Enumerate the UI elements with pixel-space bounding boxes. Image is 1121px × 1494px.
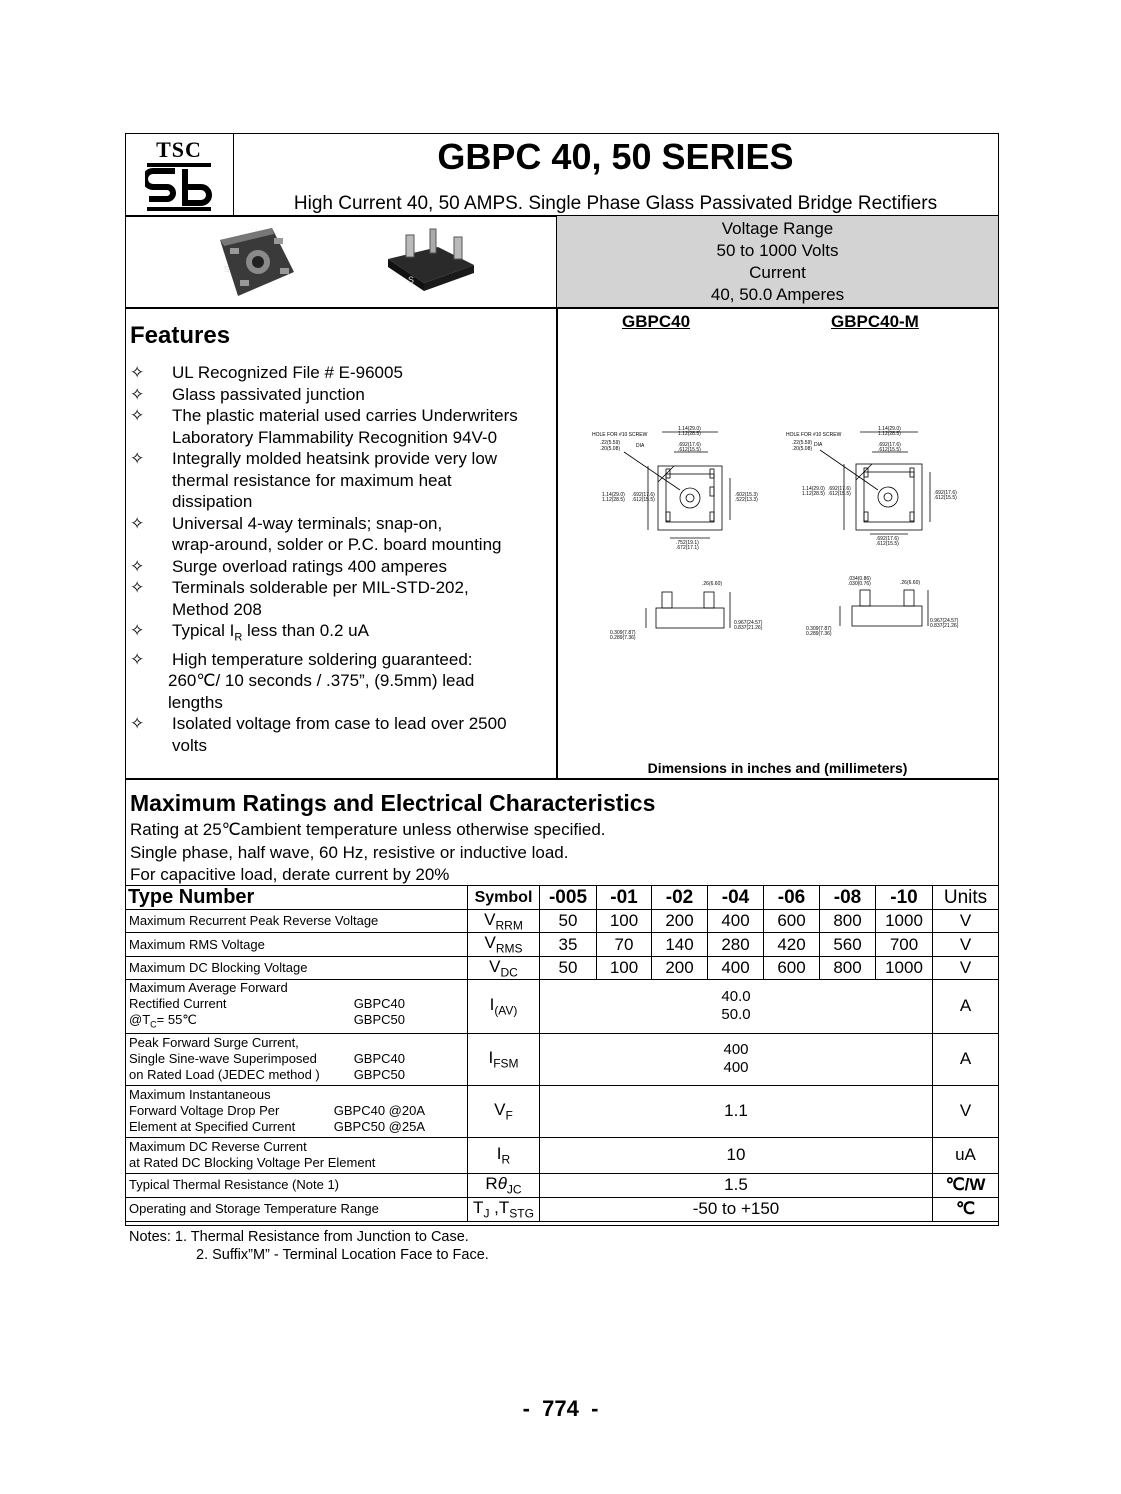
type-header: -02 [652, 886, 708, 910]
svg-text:1.14(29.0): 1.14(29.0) [878, 426, 901, 432]
ratings-table [125, 885, 999, 1222]
svg-text:.692(17.6): .692(17.6) [876, 536, 899, 542]
svg-text:.22(5.59): .22(5.59) [600, 440, 621, 446]
svg-text:0.967(24.57): 0.967(24.57) [930, 618, 959, 624]
table-row: Maximum Recurrent Peak Reverse Voltage $V_{RRM}$ 50 100 200 400 600 800 1000 V [126, 910, 999, 933]
type-header: -04 [708, 886, 764, 910]
star-icon: ✧ [130, 556, 145, 576]
tsc-logo [125, 133, 234, 215]
page-number: - 774 - [522, 1396, 599, 1421]
product-photo-1 [210, 222, 300, 307]
svg-text:.672(17.1): .672(17.1) [676, 545, 699, 551]
svg-text:0.837(21.26): 0.837(21.26) [734, 625, 763, 631]
current-label: Current [749, 263, 806, 282]
features-heading: Features [130, 322, 231, 349]
voltage-range-value: 50 to 1000 Volts [716, 241, 839, 260]
svg-text:.26(6.60): .26(6.60) [900, 580, 921, 586]
star-icon: ✧ [130, 714, 145, 734]
divider [125, 307, 999, 309]
features-list [128, 362, 556, 756]
svg-text:HOLE FOR #10 SCREW: HOLE FOR #10 SCREW [592, 432, 648, 438]
svg-text:0.309(7.87): 0.309(7.87) [610, 630, 636, 636]
dimension-note: Dimensions in inches and (millimeters) [647, 760, 908, 776]
current-value: 40, 50.0 Amperes [710, 285, 845, 304]
table-row: Maximum Average Forward Rectified Current GBPC40 $@T_C=$ 55℃ GBPC50 $I_{(AV)}$ 40.0 50.0 A [126, 980, 999, 1034]
table-row: Maximum DC Reverse Current at Rated DC Blocking Voltage Per Element $I_R$ 10 uA [126, 1137, 999, 1173]
svg-text:0.967(24.57): 0.967(24.57) [734, 620, 763, 626]
symbol-header: Symbol [468, 886, 540, 910]
svg-text:0.289(7.36): 0.289(7.36) [806, 631, 832, 637]
gbpc40-m-outline-drawing [780, 420, 990, 650]
table-header-row [126, 886, 999, 910]
svg-text:.612(15.5): .612(15.5) [876, 541, 899, 547]
table-row: Operating and Storage Temperature Range $T_J$ $,T_{STG}$ -50 to +150 ℃ [126, 1197, 999, 1221]
list-item: ✧ Universal 4-way terminals; snap-on, wrap-around, solder or P.C. board mounting [130, 513, 502, 554]
type-header: -01 [597, 886, 652, 910]
logo-text: TSC [156, 137, 202, 162]
svg-text:HOLE FOR #10 SCREW: HOLE FOR #10 SCREW [786, 432, 842, 438]
star-icon: ✧ [130, 449, 145, 468]
type-header: -10 [876, 886, 933, 910]
svg-text:1.12(28.5): 1.12(28.5) [602, 497, 625, 503]
list-item: ✧ Glass passivated junction [130, 384, 365, 404]
star-icon: ✧ [130, 649, 145, 669]
svg-text:.692(17.6): .692(17.6) [828, 486, 851, 492]
svg-text:.752(19.1): .752(19.1) [676, 540, 699, 546]
ratings-conditions: Rating at 25℃ambient temperature unless otherwise specified. Single phase, half wave, 60 Hz, resistive or inductive load. For capacitive load, derate current by 20% [130, 820, 606, 884]
table-row: Peak Forward Surge Current, Single Sine-wave Superimposed GBPC40 on Rated Load (JEDEC method ) GBPC50 $I_{FSM}$ 400 400 A [126, 1033, 999, 1085]
list-item: ✧ Terminals solderable per MIL-STD-202, Method 208 [130, 578, 469, 619]
table-row: Typical Thermal Resistance (Note 1) $R\theta_{JC}$ 1.5 ℃/W [126, 1173, 999, 1197]
svg-text:.612(15.5): .612(15.5) [934, 495, 957, 501]
list-item: ✧ UL Recognized File # E-96005 [130, 363, 403, 382]
page-title: GBPC 40, 50 SERIES [437, 136, 794, 177]
divider [125, 778, 999, 780]
list-item: ✧ High temperature soldering guaranteed: 260℃/ 10 seconds / .375”, (9.5mm) lead lengths [130, 649, 475, 712]
table-row: Maximum Instantaneous Forward Voltage Drop Per GBPC40 @20A Element at Specified Current GBPC50 @25A $V_F$ 1.1 V [126, 1085, 999, 1137]
list-item: ✧ Surge overload ratings 400 amperes [130, 556, 447, 576]
svg-text:1.14(29.0): 1.14(29.0) [602, 492, 625, 498]
svg-text:.612(15.5): .612(15.5) [678, 447, 701, 453]
type-header: -08 [820, 886, 876, 910]
package-label-gbpc40: GBPC40 [622, 312, 691, 331]
svg-text:1.12(28.5): 1.12(28.5) [678, 431, 701, 437]
package-label-gbpc40-m: GBPC40-M [831, 312, 919, 331]
table-row: Maximum DC Blocking Voltage $V_{DC}$ 50 100 200 400 600 800 1000 V [126, 956, 999, 979]
units-header: Units [933, 886, 999, 910]
svg-text:.692(17.6): .692(17.6) [678, 442, 701, 448]
svg-text:S: S [224, 265, 230, 274]
svg-text:.522(13.3): .522(13.3) [735, 497, 758, 503]
star-icon: ✧ [130, 406, 145, 425]
product-photo-2 [380, 225, 480, 300]
svg-text:1.12(28.5): 1.12(28.5) [802, 491, 825, 497]
svg-text:.034(0.86): .034(0.86) [848, 576, 871, 582]
star-icon: ✧ [130, 621, 145, 640]
star-icon: ✧ [130, 513, 145, 533]
svg-text:.20(5.08): .20(5.08) [600, 446, 621, 452]
svg-text:0.309(7.87): 0.309(7.87) [806, 626, 832, 632]
type-number-header: Type Number [126, 886, 468, 910]
svg-text:.612(15.5): .612(15.5) [632, 497, 655, 503]
svg-text:0.837(21.26): 0.837(21.26) [930, 623, 959, 629]
table-row: Maximum RMS Voltage $V_{RMS}$ 35 70 140 280 420 560 700 V [126, 933, 999, 956]
svg-text:.612(15.5): .612(15.5) [828, 491, 851, 497]
list-item: ✧ Integrally molded heatsink provide very low thermal resistance for maximum heat dissipation [130, 449, 498, 511]
list-item: ✧ Typical $I_R$ less than 0.2 uA [130, 621, 369, 644]
voltage-range-label: Voltage Range [721, 219, 834, 238]
svg-text:.692(17.6): .692(17.6) [934, 490, 957, 496]
type-header: -005 [540, 886, 597, 910]
svg-text:.692(17.6): .692(17.6) [632, 492, 655, 498]
logo-mark-icon [145, 163, 213, 211]
ratings-heading: Maximum Ratings and Electrical Characteristics [130, 790, 656, 816]
page-subtitle: High Current 40, 50 AMPS. Single Phase Glass Passivated Bridge Rectifiers [293, 193, 938, 214]
svg-text:.602(15.3): .602(15.3) [735, 492, 758, 498]
list-item: ✧ Isolated voltage from case to lead over 2500 volts [130, 714, 507, 755]
svg-text:.030(0.76): .030(0.76) [848, 581, 871, 587]
svg-text:.612(15.5): .612(15.5) [878, 447, 901, 453]
svg-text:DIA: DIA [636, 443, 645, 449]
type-header: -06 [764, 886, 820, 910]
star-icon: ✧ [130, 384, 145, 404]
svg-text:.22(5.59): .22(5.59) [792, 440, 813, 446]
svg-text:1.14(29.0): 1.14(29.0) [802, 486, 825, 492]
svg-text:S: S [408, 275, 415, 285]
svg-text:DIA: DIA [814, 442, 823, 448]
star-icon: ✧ [130, 363, 145, 382]
svg-text:0.289(7.36): 0.289(7.36) [610, 635, 636, 641]
svg-text:.692(17.6): .692(17.6) [878, 442, 901, 448]
svg-text:1.14(29.0): 1.14(29.0) [678, 426, 701, 432]
svg-text:.20(5.08): .20(5.08) [792, 446, 813, 452]
svg-text:1.12(28.5): 1.12(28.5) [878, 431, 901, 437]
gbpc40-outline-drawing [590, 420, 790, 650]
star-icon: ✧ [130, 578, 145, 597]
ratings-box [557, 216, 998, 307]
list-item: ✧ The plastic material used carries Underwriters Laboratory Flammability Recognition 94V-0 [130, 406, 518, 447]
svg-text:.26(6.60): .26(6.60) [702, 581, 723, 587]
notes: Notes: 1. Thermal Resistance from Junction to Case. 2. Suffix”M” - Terminal Location Face to Face. [129, 1229, 489, 1263]
